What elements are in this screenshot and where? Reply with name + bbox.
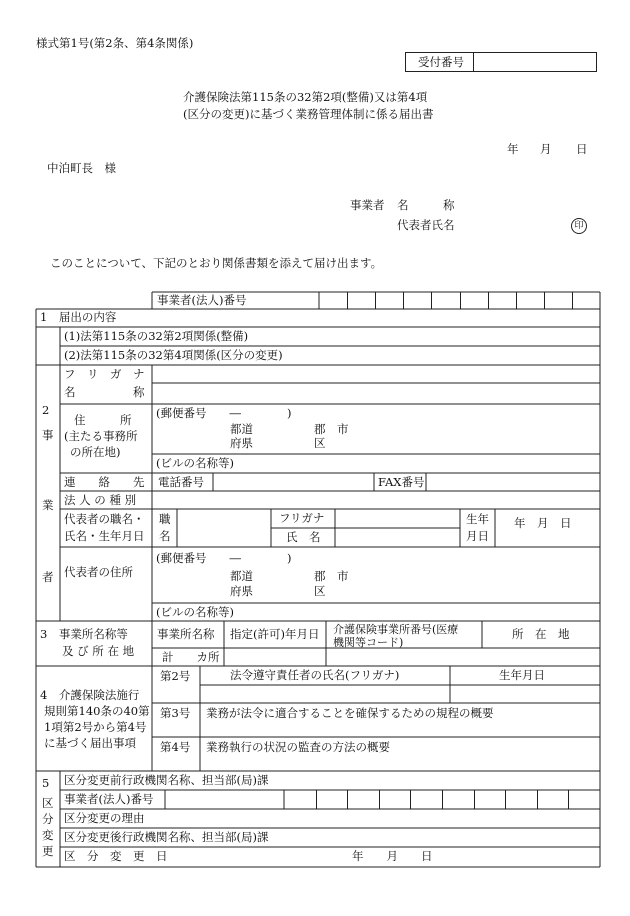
section1-item-1[interactable]: (1)法第115条の32第2項関係(整備) xyxy=(64,329,249,343)
form-title-line2: (区分の変更)に基づく業務管理体制に係る届出書 xyxy=(183,107,434,121)
audit-method-label: 業務執行の状況の監査の方法の概要 xyxy=(206,740,390,754)
compliance-officer-label: 法令遵守責任者の氏名(フリガナ) xyxy=(230,668,400,682)
date-day: 日 xyxy=(576,142,588,156)
section2-vertical-3: 者 xyxy=(42,570,54,584)
rep-prefecture-todo: 都道 xyxy=(230,569,253,583)
section2-vertical-2: 業 xyxy=(42,498,54,512)
birth-date-ymd: 年 月 日 xyxy=(514,516,572,530)
address-label-2: (主たる事務所 xyxy=(64,429,138,443)
item3-number: 第3号 xyxy=(160,706,191,720)
corp-number-cells xyxy=(348,292,573,309)
change-reason: 区分変更の理由 xyxy=(64,811,145,825)
compliance-rules-label: 業務が法令に適合することを確保するための規程の概要 xyxy=(206,706,494,720)
applicant-heading: 事業者 xyxy=(350,198,385,212)
furigana-label: フ リ ガ ナ xyxy=(64,367,145,381)
section5-vertical-4: 更 xyxy=(42,844,54,858)
section4-title-3: 1項第2号から第4号 xyxy=(44,720,147,734)
tel-label: 電話番号 xyxy=(158,475,204,489)
address-label-3: の所在地) xyxy=(70,445,121,459)
section4-title-2: 規則第140条の40第 xyxy=(44,704,150,718)
item2-number: 第2号 xyxy=(160,669,191,683)
rep-gun-shi: 郡 市 xyxy=(314,569,349,583)
corp-type-label: 法 人 の 種 別 xyxy=(64,493,137,507)
location-header: 所 在 地 xyxy=(512,627,570,641)
section2-number: 2 xyxy=(42,403,50,417)
section3-title-2: 及 び 所 在 地 xyxy=(62,644,135,658)
section5-vertical-3: 変 xyxy=(42,828,54,842)
section1-item-2[interactable]: (2)法第115条の32第4項関係(区分の変更) xyxy=(64,348,283,362)
intro-text: このことについて、下記のとおり関係書類を添えて届け出ます。 xyxy=(50,256,383,270)
section1-title: 1 届出の内容 xyxy=(40,310,117,324)
representative-name-label: 代表者氏名 xyxy=(397,218,455,232)
receipt-number-label: 受付番号 xyxy=(418,55,464,69)
section5-vertical-2: 分 xyxy=(42,812,54,826)
item4-number: 第4号 xyxy=(160,740,191,754)
designation-date-header: 指定(許可)年月日 xyxy=(230,627,320,641)
birth-label-2: 月日 xyxy=(466,529,489,543)
prefecture-todo: 都道 xyxy=(230,422,253,436)
rep-furigana-label: フリガナ xyxy=(279,511,325,525)
rep-label-1: 代表者の職名・ xyxy=(64,512,145,526)
compliance-officer-birth: 生年月日 xyxy=(499,668,545,682)
section4-title-1: 4 介護保険法施行 xyxy=(40,688,140,702)
rep-ku: 区 xyxy=(314,584,326,598)
rep-label-2: 氏名・生年月日 xyxy=(64,529,145,543)
section5-vertical-1: 区 xyxy=(42,796,54,810)
rep-title-label-2: 名 xyxy=(159,529,171,543)
address-label-1: 住 所 xyxy=(74,413,132,427)
form-number: 様式第1号(第2条、第4条関係) xyxy=(36,36,194,50)
form-title-line1: 介護保険法第115条の32第2項(整備)又は第4項 xyxy=(183,90,428,104)
rep-postal-code[interactable]: (郵便番号 ― ) xyxy=(156,551,292,565)
rep-name-label: 氏 名 xyxy=(286,530,321,544)
change-corp-number: 事業者(法人)番号 xyxy=(64,792,154,806)
contact-label: 連 絡 先 xyxy=(64,475,145,489)
fax-label: FAX番号 xyxy=(378,475,425,489)
section3-title-1: 3 事業所名称等 xyxy=(40,627,128,641)
ku: 区 xyxy=(314,436,326,450)
change-date-value: 年 月 日 xyxy=(352,849,433,863)
pre-change-agency: 区分変更前行政機関名称、担当部(局)課 xyxy=(64,773,269,787)
gun-shi: 郡 市 xyxy=(314,422,349,436)
addressee: 中泊町長 様 xyxy=(47,161,116,175)
change-date-label: 区 分 変 更 日 xyxy=(64,849,168,863)
date-year: 年 xyxy=(507,142,519,156)
building-name[interactable]: (ビルの名称等) xyxy=(156,456,234,470)
birth-label-1: 生年 xyxy=(466,512,489,526)
rep-building-name[interactable]: (ビルの名称等) xyxy=(156,605,234,619)
name-label: 名 称 xyxy=(64,385,145,399)
post-change-agency: 区分変更後行政機関名称、担当部(局)課 xyxy=(64,830,269,844)
corp-number-cells-change xyxy=(317,790,569,809)
rep-title-label-1: 職 xyxy=(159,512,171,526)
seal-mark: 印 xyxy=(571,218,587,234)
office-number-header-2: 機関等コード) xyxy=(333,636,404,649)
office-name-header: 事業所名称 xyxy=(157,627,215,641)
total-offices: 計 カ所 xyxy=(162,650,220,664)
rep-address-label: 代表者の住所 xyxy=(64,565,133,579)
date-month: 月 xyxy=(540,142,552,156)
section5-number: 5 xyxy=(42,776,50,790)
rep-prefecture-fuken: 府県 xyxy=(230,584,253,598)
section4-title-4: に基づく届出事項 xyxy=(44,736,136,750)
postal-code[interactable]: (郵便番号 ― ) xyxy=(156,406,292,420)
applicant-name-label: 名 称 xyxy=(397,198,455,212)
corp-number-label: 事業者(法人)番号 xyxy=(157,293,247,307)
office-number-header-1: 介護保険事業所番号(医療 xyxy=(333,623,459,636)
section2-vertical-1: 事 xyxy=(42,428,54,442)
prefecture-fuken: 府県 xyxy=(230,436,253,450)
